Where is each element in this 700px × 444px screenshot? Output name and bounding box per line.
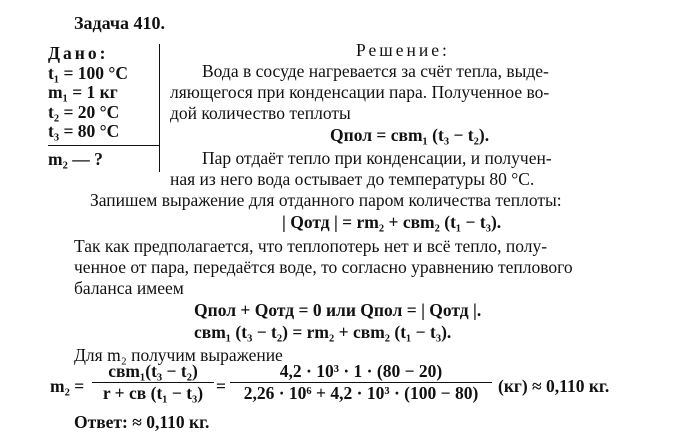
problem-title: Задача 410. (74, 13, 166, 33)
fraction-numerator: 4,2 · 10³ · 1 · (80 − 20) (279, 361, 443, 381)
formula-equals: = (216, 376, 226, 396)
given-heading: Дано: (48, 43, 109, 63)
solution-heading: Решение: (356, 40, 450, 60)
solution-line: баланса имеем (74, 278, 184, 298)
formula-fraction-symbolic (92, 361, 214, 404)
formula-result: (кг) ≈ 0,110 кг. (498, 376, 610, 396)
formula-lhs: m₂ = (50, 376, 85, 396)
formula-q-given: | Qотд | = rm₂ + cвm₂ (t₁ − t₃). (282, 212, 502, 232)
formula-q-received: Qпол = cвm₁ (t₃ − t₂). (330, 125, 490, 145)
given-divider-vertical (159, 44, 160, 172)
given-block (48, 44, 164, 142)
fraction-denominator: r + cв (t₁ − t₃) (102, 383, 204, 403)
given-divider-horizontal (48, 145, 160, 146)
solution-line: ляющегося при конденсации пара. Полученное во- (170, 82, 550, 102)
given-item: t₁ = 100 °C (48, 62, 129, 83)
solution-line: Вода в сосуде нагревается за счёт тепла, выде- (202, 61, 549, 81)
solution-line: дой количество теплоты (170, 103, 351, 123)
solution-line: Пар отдаёт тепло при конденсации, и получен- (202, 148, 552, 168)
fraction-numerator: cвm₁(t₃ − t₂) (108, 361, 198, 381)
given-item: t₃ = 80 °C (48, 121, 120, 141)
find-quantity: m₂ — ? (48, 149, 103, 169)
solution-line: Для m₂ получим выражение (74, 345, 283, 365)
solution-line: Так как предполагается, что теплопотерь нет и всё тепло, полу- (74, 236, 548, 256)
formula-heat-balance-expanded: cвm₁ (t₃ − t₂) = rm₂ + cвm₂ (t₁ − t₃). (194, 322, 452, 342)
given-item: m₁ = 1 кг (48, 82, 118, 102)
answer: Ответ: ≈ 0,110 кг. (74, 412, 210, 432)
solution-line: Запишем выражение для отданного паром количества теплоты: (90, 190, 562, 210)
given-item: t₂ = 20 °C (48, 101, 120, 122)
formula-fraction-numeric (230, 361, 492, 404)
formula-heat-balance: Qпол + Qотд = 0 или Qпол = | Qотд |. (194, 300, 482, 320)
solution-line: ченное от пара, передаётся воде, то согласно уравнению теплового (74, 257, 573, 277)
solution-line: ная из него вода остывает до температуры 80 °C. (170, 169, 535, 189)
fraction-denominator: 2,26 · 10⁶ + 4,2 · 10³ · (100 − 80) (243, 383, 479, 403)
